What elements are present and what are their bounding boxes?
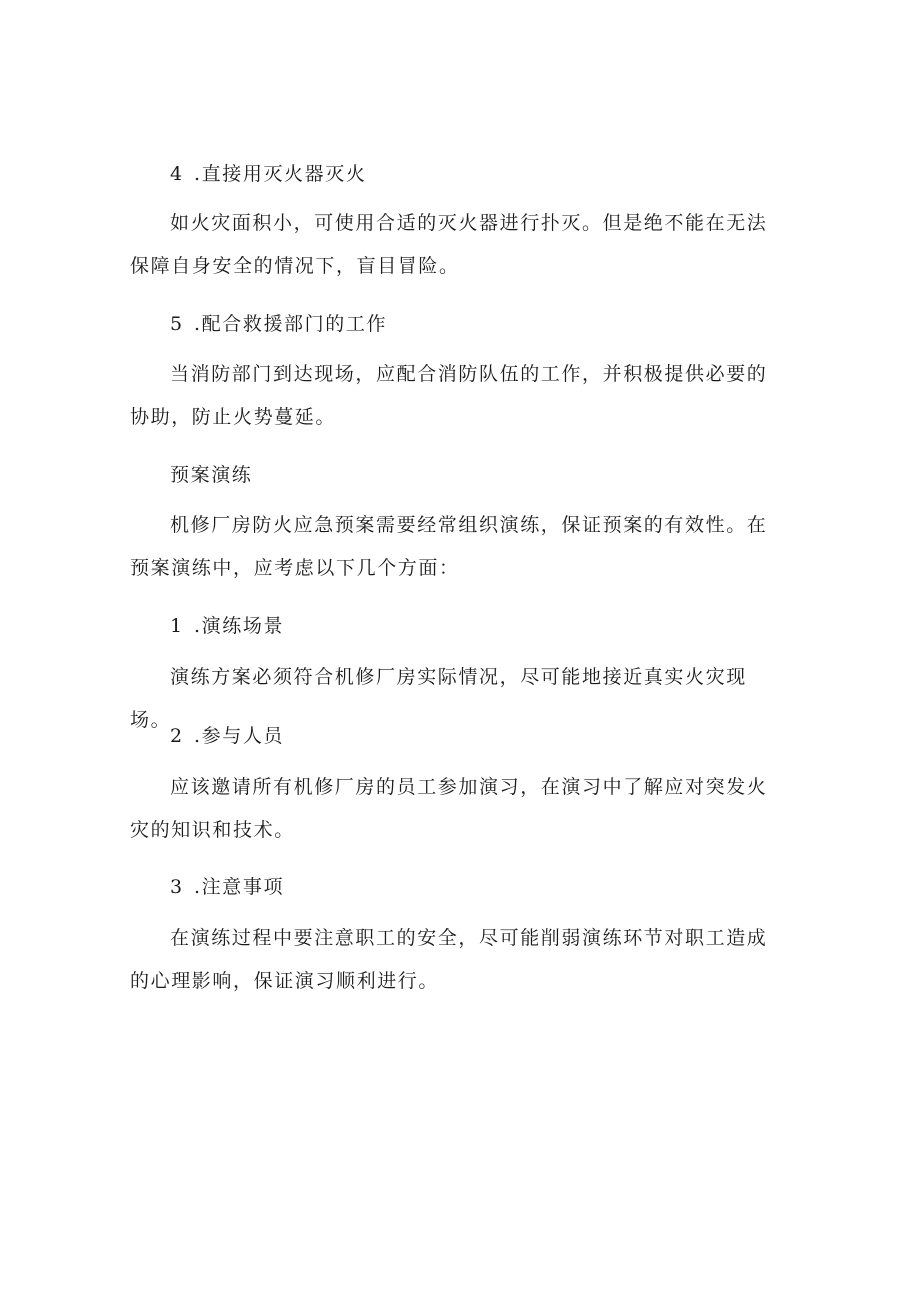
section-number: 3	[170, 876, 184, 898]
section-heading-2	[170, 724, 284, 748]
paragraph-precautions: 在演练过程中要注意职工的安全，尽可能削弱演练环节对职工造成的心理影响，保证演习顺利进行。	[130, 927, 768, 992]
section-title: .演练场景	[194, 615, 285, 637]
drill-heading: 预案演练	[170, 464, 253, 486]
section-heading-3	[170, 875, 284, 899]
paragraph-participants: 应该邀请所有机修厂房的员工参加演习，在演习中了解应对突发火灾的知识和技术。	[130, 776, 768, 841]
section-number: 4	[170, 163, 184, 185]
section-title: .注意事项	[194, 876, 285, 898]
section-number: 5	[170, 313, 184, 335]
paragraph-extinguisher: 如火灾面积小，可使用合适的灭火器进行扑灭。但是绝不能在无法保障自身安全的情况下，盲目冒险。	[130, 212, 768, 277]
section-title: .配合救援部门的工作	[194, 313, 388, 335]
section-title: .参与人员	[194, 725, 285, 747]
section-heading-1	[170, 614, 284, 638]
paragraph-cooperate: 当消防部门到达现场，应配合消防队伍的工作，并积极提供必要的协助，防止火势蔓延。	[130, 363, 768, 428]
paragraph-drill-intro: 机修厂房防火应急预案需要经常组织演练，保证预案的有效性。在预案演练中，应考虑以下几个方面：	[130, 514, 768, 579]
section-number: 1	[170, 615, 184, 637]
paragraph-scenario: 演练方案必须符合机修厂房实际情况，尽可能地接近真实火灾现场。	[130, 666, 747, 731]
section-number: 2	[170, 725, 184, 747]
section-heading-5	[170, 312, 387, 336]
section-heading-4	[170, 162, 366, 186]
section-title: .直接用灭火器灭火	[194, 163, 367, 185]
